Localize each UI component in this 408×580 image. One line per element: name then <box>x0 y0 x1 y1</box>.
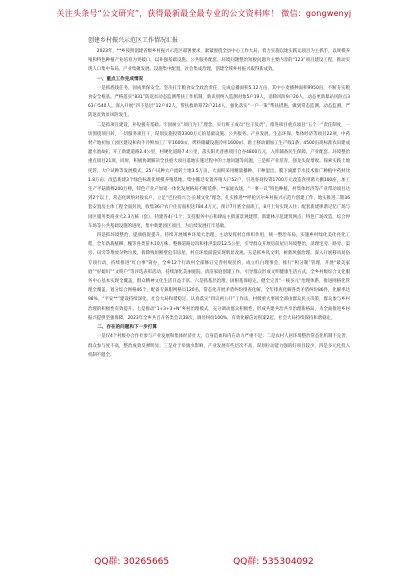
body-paragraph: 一是仅4个村级办合作社参与产业发展和集体经济壮大，自身造血和内在动力严重不足；二是农村人居环境整治常态化机制不完善，群众参与度不高，整治成效反弹明显；三是对于举旗水影响，产业发展有些层次不高，谋划拉动能力强的好项目较少，四是多元化投入机制不健全。 <box>88 334 350 358</box>
body-paragraph: 二是抓项目建设，补短板夯基础。牢固树立“项目为王”理念，实行班子成员“包干负责”，推进项目重点项目“五个一”责任制度，一切围绕项目转，一切服务项目干，谋划实施投资3300万元的基础设施、公共服务、产业发展、生态环保、集体经济等项目22项，中药材产地初加工园区建设和肉牛冷鲜加工厂宰1600㎡、烤料储藏设施冷库1600㎡、新上移动铜加工生产线1条；4500亩高标准农田建成灌水池4座；开工新建道路2.4公里，村硬化道路7.4公里，落实阳光普惠项目仓谷4800万元，入库辅备民生保障，产业配套、环境整治重点项目21项，同时，积极协调解决全县重大项目落地实施过程中的土地问题等问题，三是抓产业培育，强龙头促增收。探索实践土地托管、大户试种等发展模式，25户试种大户流转土地3.5万亩，大面积采用精量播种、干种湿出、膜下滴灌节水技术推广种植中药材比1.8万亩；改造新建3个绿色标准化规模养殖基地，集中搬迁安置养殖大户52户，引进客商投资1700万元改造食用菌大棚100座，加工生产平菇菌棒200万棒，特色产业产加销一体化发展格局不断延伸。**家庭农场，“一事一议”特色种植，村集体经济等产业带动项目达到2个以上，常态化吸纳对接农户，立足“巴拉特兴合·长城文化”理念，扎实推进**呼伦贝尔乡村振兴示范片创建工作，地实推进二期36套安置房主体工程全面封顶，收集36户农户住房面积达784.4万元，预计7月底全面竣工，8月上旬实现入住；配套新建律谐记忆广场与园区服务类商业大2.3万栋（套），特建各4户1个；支持服务中心和肆站主街道景观建带，新建林示范建筑网点，特色广场改造，综合停车场等公共基础设施的进度，集中新建园区项目，为后续发展打牢基础。 <box>88 122 350 229</box>
document-body <box>88 36 350 360</box>
qq-footer <box>0 556 408 568</box>
document-title: 创建乡村振兴示范区工作情况汇报 <box>88 37 179 44</box>
section-heading: 一、重点工作完成情况 <box>97 76 144 82</box>
section-heading: 二、存在的问题和下一步打算 <box>97 325 157 331</box>
body-paragraph: 四是抓环境整治，提颜值促提升。持续开展城乡环境大治理，主动发挥村自组织作用，统一整治布局，实施乡村绿化美化亮化工程，全年新栽植柳、槐等各类苗木10万株，整修道路边沟和排洪渠段12.5公里，引导群众开展房前屋后环境整治，清理宅旁、路旁、渠旁、田旁等堆放杂物垃圾，拆除残垣断壁危旧房屋，村庄环境面貌实现明显改观。五是抓乡风文明，树新风强治理。深入开展移风易俗专项行动，持续推进“红白事”简办，全乡12个行政村全部修订完善村规民约，成立红白理事会，推行“积分制”管理，开展“最美家庭”“好媳妇”“文明户”等评选表彰活动，持续深化美丽庭院、清洁家庭创建工作，引导群众形成文明健康生活方式，全乡村级综合文化服务中心基本实现全覆盖，群众精神文化生活日益丰富。六是抓基层治理，固根基保稳定。健全完善“一核多元”治理体系，推进网格化管理全覆盖，划分综合网格46个，配备专兼职网格员120名，常态化开展矛盾纠纷排查化解，全年排查化解各类矛盾纠纷86件，化解率达98%，“平安**”建设持续深化，社会大局和谐稳定。认真落实“四议两公开”工作法，村级重大事项全部由群众民主决策，群众参与乡村治理的积极性有效提升。七是推动“1+3+3+N”乡村治理模式，充分调动群众积极性，形成共建共治共享治理新格局，为全面推进乡村振兴提供坚强保障，2023年全乡共召开各类会议38次，调处纠纷100%，有效化解信访积案2起，社会大局持续保持和谐稳定。 <box>88 233 350 321</box>
qq-group-1[interactable]: QQ群: 30265665 <box>94 557 170 567</box>
body-paragraph: 2023年，**乡按照创建省级乡村振兴示范区部署要求，紧紧围绕全县中心工作大局，着力实施以地实践运项目为主抓手，以规模养殖和特色种植产业培育为突破口，以补强基础设施、公共服务配套、环境问题整治短板问题为主要内容的“123”项目建设工程，推动实现人口集中布局、产业集聚发展、设施集中配置，社会集成治理，创建全域乡村振兴取得新成效。 <box>88 49 350 73</box>
promo-banner[interactable]: 关注头条号“公文研究”，获得最新最全最专业的公文资料库！ 微信：gongwenyj <box>56 9 352 18</box>
document-content <box>88 47 350 360</box>
body-paragraph: 一是抓底线任务，固成果保安全。坚决扛牢粮食安全政治责任，完成总播面积5.12万亩，其中小麦播种面积9950亩，不断夯实粮食安全根基。严格落实“831”防返贫动态监测帮扶工作机制，新识别纳入监测对象5户19人，消除风险9户26人，动态更新暴站风险点363户540人。深入开展“四下基层”12户42人，帮扶救助筹72户214人，强化落实“一户一策”帮扶措施，做到常态监测、动态监测，严防返贫致贫风险发生。 <box>88 85 350 119</box>
qq-group-2[interactable]: QQ群: 535304092 <box>233 557 314 567</box>
